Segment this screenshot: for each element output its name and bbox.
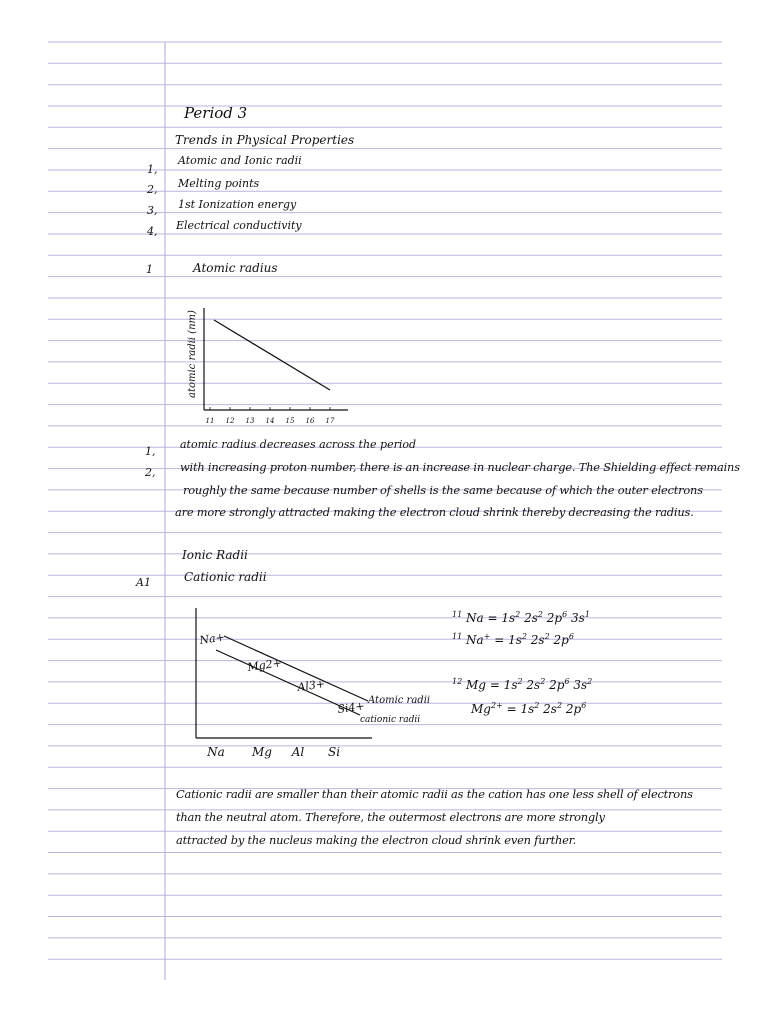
ion-label: Mg2+ [246,656,283,674]
trend-line [214,320,330,390]
x-category-label: Al [291,745,305,759]
config-na-eq: = $1s^2$ $2s^2$ $2p^6$ $3s^1$ [487,610,590,625]
page-title: Period 3 [184,104,248,122]
section-subheading: Cationic radii [184,570,267,584]
cationic-radii-chart [180,600,440,765]
point-num: 2, [145,466,156,479]
list-num: 4, [147,225,158,238]
page-subtitle: Trends in Physical Properties [175,133,355,147]
conclusion-line: Cationic radii are smaller than their atomic radii as the cation has one less shell of electrons [176,787,693,801]
conclusion-line: attracted by the nucleus making the electron cloud shrink even further. [176,833,577,847]
config-mg-ion-symbol: $Mg^{2+}$ [471,701,503,716]
x-category-label: Mg [252,745,272,759]
section-heading: Ionic Radii [182,548,248,562]
config-mg-ion [471,702,586,715]
x-tick-label: 17 [325,417,335,425]
point-text: atomic radius decreases across the period [180,438,417,451]
section-number: A1 [136,576,151,589]
x-tick-label: 14 [265,417,275,425]
list-item: Melting points [178,177,260,190]
point-text: are more strongly attracted making the electron cloud shrink thereby decreasing the radius. [175,505,694,519]
config-mg-ion-eq: = $1s^2$ $2s^2$ $2p^6$ [506,701,587,716]
list-num: 3, [147,204,158,217]
x-tick-label: 15 [285,417,295,425]
point-num: 1, [145,445,156,458]
config-na-ion-symbol: Na+ [466,632,491,647]
config-mg-eq: = $1s^2$ $2s^2$ $2p^6$ $3s^2$ [489,677,593,692]
list-num: 2, [147,183,158,196]
x-tick-label: 12 [225,417,235,425]
x-tick-label: 11 [205,417,215,425]
point-text: with increasing proton number, there is an increase in nuclear charge. The Shielding effect remains [180,460,740,474]
config-na-ion: $^{11}$ $Na^+ = 1s^2$ $2s^2$ $2p^6$ [452,632,574,647]
list-item: 1st Ionization energy [178,198,297,211]
list-item: Electrical conductivity [176,219,302,232]
atomic-radius-chart [180,298,360,428]
list-num: 1, [147,163,158,176]
conclusion-line: than the neutral atom. Therefore, the outermost electrons are more strongly [176,810,605,824]
x-category-label: Si [327,745,341,759]
x-category-label: Na [207,745,225,759]
section-number: 1 [146,263,153,276]
y-axis-label: atomic radii (nm) [187,310,198,398]
x-tick-label: 13 [245,417,255,425]
legend-cationic-radii: cationic radii [360,715,421,725]
ion-label: Si4+ [336,699,366,716]
series-atomic-radii [224,636,368,701]
config-na: $^{11}$ $Na = 1s^2$ $2s^2$ $2p^6$ $3s^1$ [452,610,590,625]
ion-label: Al3+ [296,677,326,694]
ion-label: Na+ [198,630,226,647]
section-heading: Atomic radius [193,261,278,275]
point-text: roughly the same because number of shells is the same because of which the outer electrons [183,483,703,497]
x-tick-label: 16 [305,417,315,425]
config-mg: $^{12}$ $Mg = 1s^2$ $2s^2$ $2p^6$ $3s^2$ [452,677,593,692]
config-na-ion-eq: = $1s^2$ $2s^2$ $2p^6$ [494,632,574,647]
list-item: Atomic and Ionic radii [178,154,302,167]
legend-atomic-radii: Atomic radii [368,695,431,706]
